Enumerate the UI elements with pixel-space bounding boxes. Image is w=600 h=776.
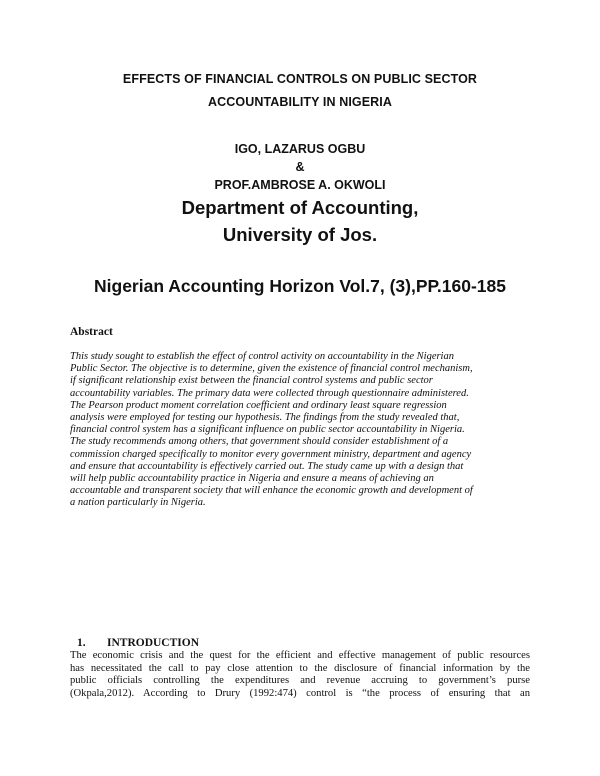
- abstract-line: The study recommends among others, that government should consider establishment of a: [70, 436, 449, 448]
- abstract-line: if significant relationship exist between the financial control systems and public sector: [70, 375, 433, 387]
- abstract-line: analysis were employed for testing our hypothesis. The findings from the study revealed that,: [70, 411, 460, 423]
- author-1: IGO, LAZARUS OGBU: [234, 142, 366, 156]
- abstract-line: This study sought to establish the effect of control activity on accountability in the Nigerian: [70, 351, 454, 362]
- author-separator: &: [295, 160, 305, 174]
- intro-line: The economic crisis and the quest for the efficient and effective management of public resources: [70, 650, 530, 661]
- paper-title-line-1: EFFECTS OF FINANCIAL CONTROLS ON PUBLIC SECTOR: [122, 72, 478, 86]
- abstract-line: The Pearson product moment correlation coefficient and ordinary least square regression: [70, 399, 447, 411]
- abstract-body: [70, 351, 532, 509]
- section-title: INTRODUCTION: [107, 637, 200, 649]
- affiliation-department: Department of Accounting,: [181, 197, 419, 218]
- abstract-line: accountability variables. The primary data were collected through questionnaire administered.: [70, 387, 469, 399]
- intro-line: has necessitated the call to pay close attention to the disclosure of financial information by the: [70, 662, 530, 674]
- author-2: PROF.AMBROSE A. OKWOLI: [214, 178, 386, 192]
- section-number: 1.: [77, 637, 86, 649]
- intro-line: (Okpala,2012). According to Drury (1992:474) control is “the process of ensuring that an: [70, 687, 530, 699]
- abstract-line: accountable and transparent society that will enhance the economic growth and development of: [70, 485, 473, 497]
- introduction-body: [70, 650, 530, 700]
- abstract-line: Public Sector. The objective is to determine, given the existence of financial control mechanism,: [70, 363, 473, 375]
- abstract-line: will help public accountability practice in Nigeria and ensure a means of achieving an: [70, 472, 434, 484]
- affiliation-university: University of Jos.: [222, 224, 378, 245]
- paper-title-line-2: ACCOUNTABILITY IN NIGERIA: [208, 95, 392, 109]
- abstract-line: financial control system has a significant influence on public sector accountability in Nigeria.: [70, 424, 465, 436]
- abstract-line: and ensure that accountability is effectively carried out. The study came up with a design that: [70, 460, 464, 472]
- journal-citation: Nigerian Accounting Horizon Vol.7, (3),PP.160-185: [94, 276, 506, 296]
- abstract-heading: Abstract: [70, 326, 113, 338]
- abstract-line: a nation particularly in Nigeria.: [70, 497, 206, 509]
- abstract-line: commission charged specifically to monitor every government ministry, department and agency: [70, 448, 472, 460]
- section-heading-introduction: [77, 637, 199, 649]
- intro-line: public officials controlling the expenditures and revenue accruing to government’s purse: [70, 675, 530, 687]
